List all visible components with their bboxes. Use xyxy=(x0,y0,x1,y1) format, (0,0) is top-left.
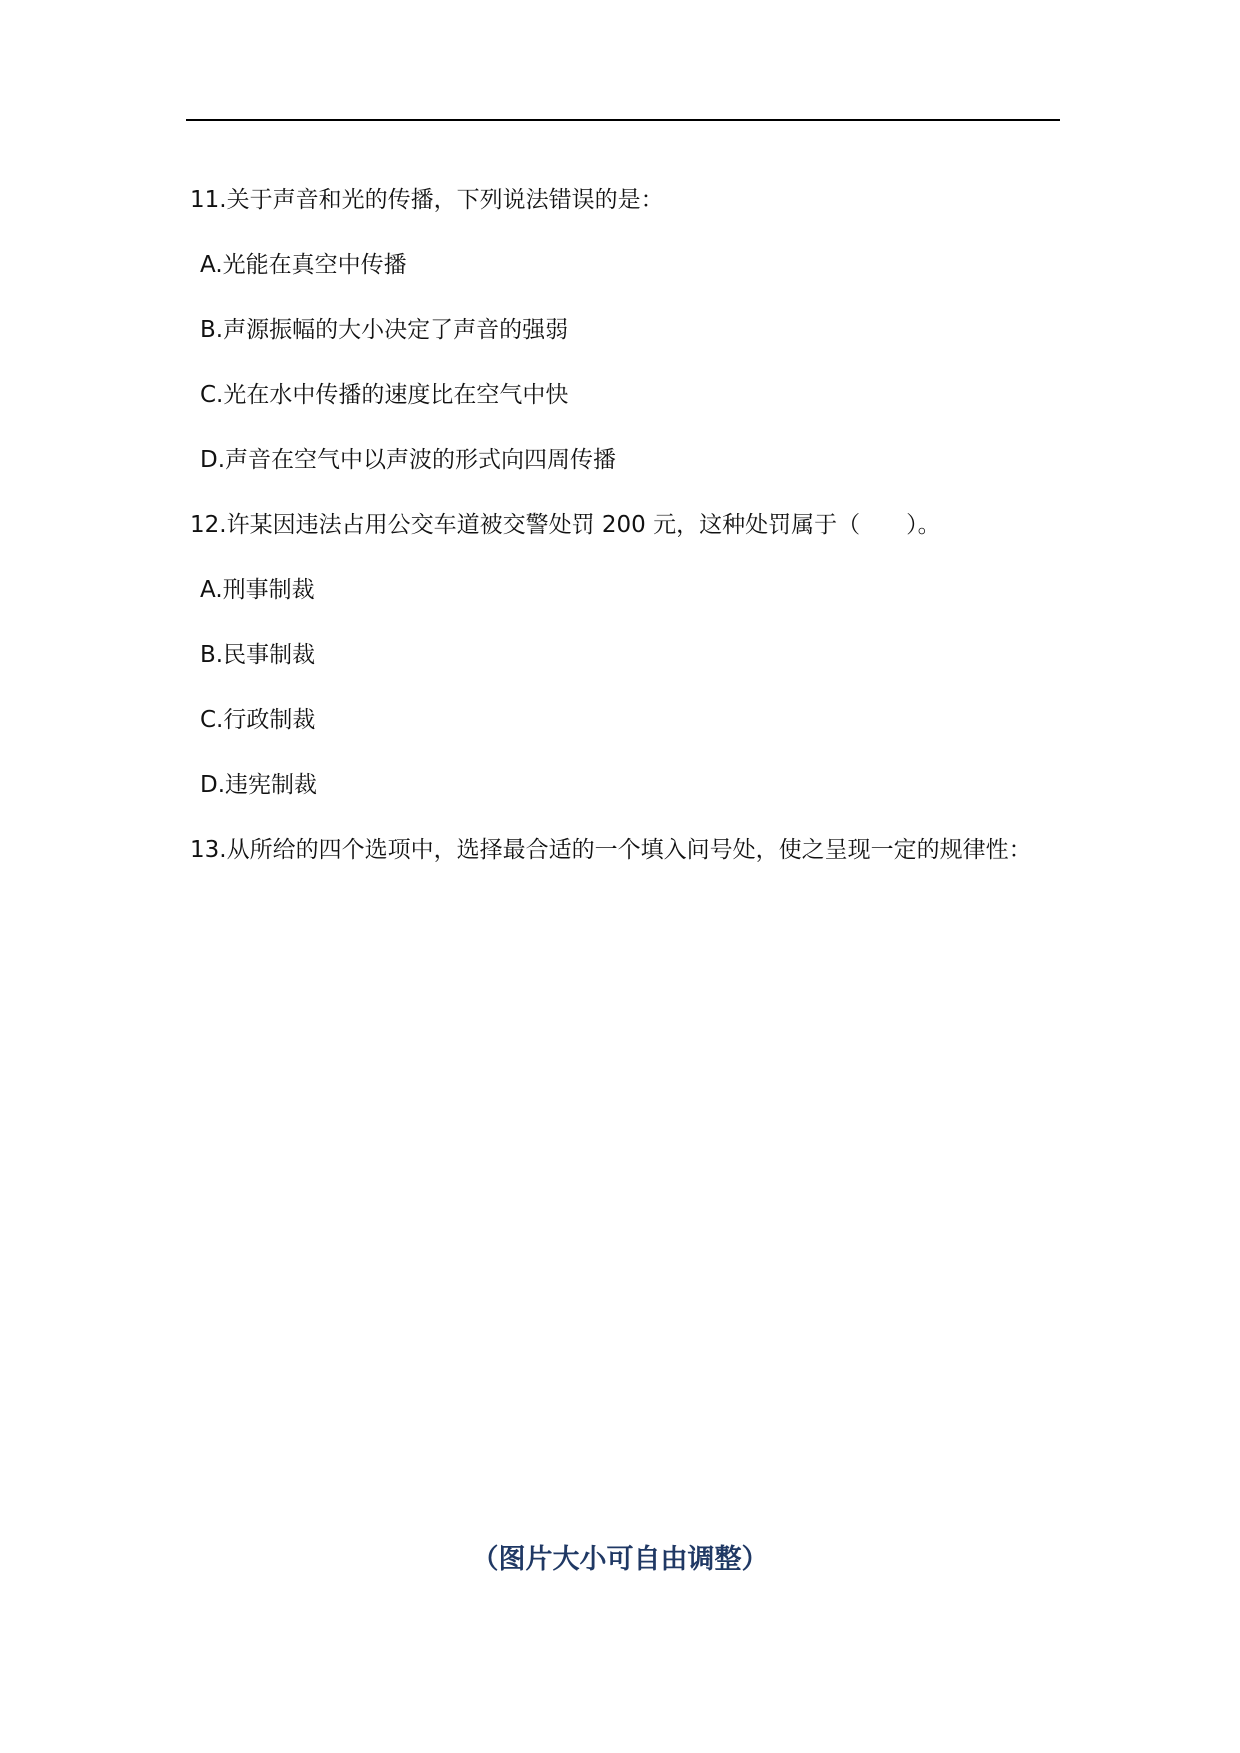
question-12-option-a: A.刑事制裁 xyxy=(200,577,315,603)
question-12-option-b: B.民事制裁 xyxy=(200,642,316,668)
question-12-stem: 12.许某因违法占用公交车道被交警处罚 200 元，这种处罚属于（ ）。 xyxy=(190,512,941,538)
question-11-option-a: A.光能在真空中传播 xyxy=(200,252,407,278)
question-13-stem: 13.从所给的四个选项中，选择最合适的一个填入问号处，使之呈现一定的规律性： xyxy=(190,837,1032,863)
question-11-stem: 11.关于声音和光的传播，下列说法错误的是： xyxy=(190,187,664,213)
question-12-option-d: D.违宪制裁 xyxy=(200,772,318,798)
image-size-caption: （图片大小可自由调整） xyxy=(471,1544,769,1575)
question-11-option-d: D.声音在空气中以声波的形式向四周传播 xyxy=(200,447,617,473)
question-11-option-c: C.光在水中传播的速度比在空气中快 xyxy=(200,382,569,408)
question-11-option-b: B.声源振幅的大小决定了声音的强弱 xyxy=(200,317,569,343)
question-12-option-c: C.行政制裁 xyxy=(200,707,316,733)
header-rule xyxy=(186,119,1060,121)
